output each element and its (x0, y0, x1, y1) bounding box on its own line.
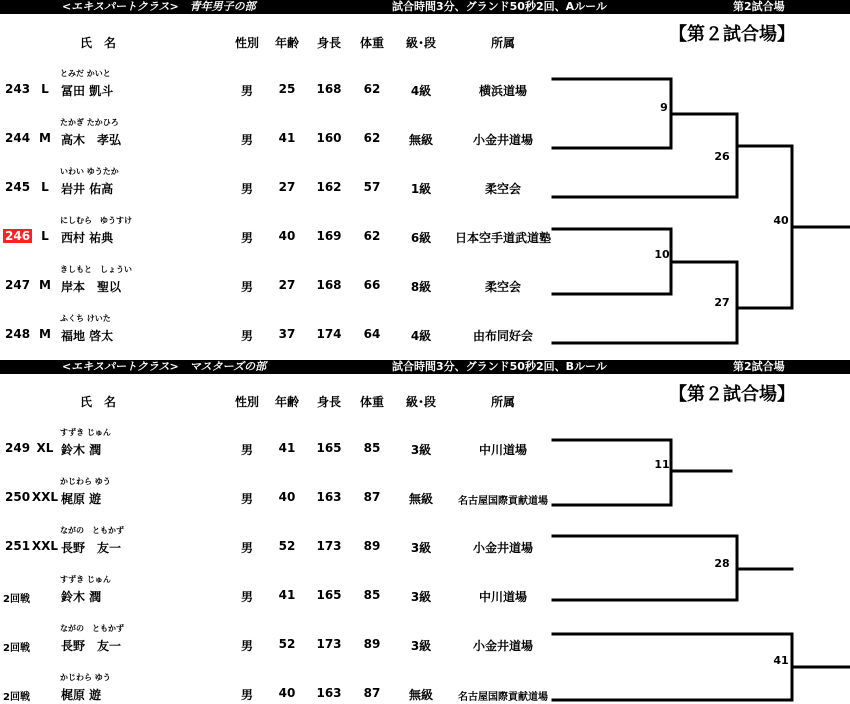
age: 41 (278, 131, 296, 145)
furigana: かじわら ゆう (60, 477, 111, 486)
grade: 4級 (410, 84, 432, 98)
venue-label: 第2試合場 (733, 0, 785, 13)
entry-number: 249 (5, 441, 31, 455)
weight: 62 (363, 131, 381, 145)
entry-number: 2回戦 (3, 594, 30, 605)
entry-number: 247 (5, 278, 31, 292)
header-affiliation: 所属 (490, 36, 516, 50)
height: 173 (316, 539, 342, 553)
entry-number-highlighted: 246 (5, 229, 31, 243)
height: 165 (316, 588, 342, 602)
grade: 3級 (410, 541, 432, 555)
bracket-match-41 (553, 634, 792, 700)
age: 40 (278, 490, 296, 504)
competitor-name: 梶原 遊 (61, 688, 102, 702)
venue-title: 【第２試合場】 (669, 24, 795, 45)
competitor-name: 福地 啓太 (61, 329, 114, 343)
competitor-name: 岩井 佑高 (61, 182, 114, 196)
grade: 無級 (408, 688, 434, 702)
furigana: たかぎ たかひろ (60, 118, 119, 127)
entry-number: 243 (5, 82, 31, 96)
grade: 無級 (408, 133, 434, 147)
weight: 85 (363, 588, 381, 602)
affiliation: 由布同好会 (472, 329, 534, 343)
age: 25 (278, 82, 296, 96)
bracket-match-27 (553, 262, 737, 343)
match-number: 40 (773, 214, 789, 227)
sex: 男 (240, 182, 254, 196)
height: 168 (316, 278, 342, 292)
sex: 男 (240, 280, 254, 294)
size-class: L (41, 229, 49, 243)
venue-title: 【第２試合場】 (669, 384, 795, 405)
header-height: 身長 (316, 395, 342, 409)
affiliation: 小金井道場 (472, 639, 534, 653)
rule-text: 試合時間3分、グランド50秒2回、Bルール (392, 360, 607, 373)
weight: 87 (363, 490, 381, 504)
size-class: L (41, 180, 49, 194)
size-class: XXL (31, 490, 59, 504)
bracket-match-10 (553, 229, 671, 294)
affiliation: 名古屋国際貢献道場 (458, 692, 548, 703)
furigana: きしもと しょうい (60, 265, 132, 274)
class-label: <エキスパートクラス> 青年男子の部 (62, 0, 256, 13)
affiliation: 日本空手道武道塾 (454, 231, 552, 245)
competitor-name: 梶原 遊 (61, 492, 102, 506)
size-class: M (39, 131, 51, 145)
age: 41 (278, 588, 296, 602)
height: 169 (316, 229, 342, 243)
affiliation: 中川道場 (478, 443, 528, 457)
match-number: 26 (714, 150, 730, 163)
weight: 57 (363, 180, 381, 194)
grade: 6級 (410, 231, 432, 245)
competitor-name: 高木 孝弘 (61, 133, 122, 147)
header-affiliation: 所属 (490, 395, 516, 409)
furigana: ふくち けいた (60, 314, 111, 323)
grade: 8級 (410, 280, 432, 294)
class-label: <エキスパートクラス> マスターズの部 (62, 360, 267, 373)
match-number: 41 (773, 654, 789, 667)
furigana: とみだ かいと (60, 69, 111, 78)
competitor-name: 西村 祐典 (61, 231, 114, 245)
sex: 男 (240, 84, 254, 98)
match-number: 27 (714, 296, 730, 309)
competitor-name: 長野 友一 (61, 639, 122, 653)
furigana: すずき じゅん (60, 575, 111, 584)
match-number: 9 (660, 101, 668, 114)
sex: 男 (240, 443, 254, 457)
affiliation: 柔空会 (484, 280, 522, 294)
weight: 85 (363, 441, 381, 455)
size-class: M (39, 278, 51, 292)
size-class: L (41, 82, 49, 96)
bracket-match-9 (553, 79, 671, 148)
age: 41 (278, 441, 296, 455)
size-class: XL (36, 441, 54, 455)
match-number: 11 (654, 458, 670, 471)
entry-number: 2回戦 (3, 643, 30, 654)
height: 174 (316, 327, 342, 341)
bracket-match-28 (553, 536, 737, 600)
furigana: にしむら ゆうすけ (60, 216, 132, 225)
header-age: 年齢 (274, 36, 300, 50)
affiliation: 名古屋国際貢献道場 (458, 496, 548, 507)
weight: 62 (363, 82, 381, 96)
venue-label: 第2試合場 (733, 360, 785, 373)
entry-number: 248 (5, 327, 31, 341)
age: 37 (278, 327, 296, 341)
grade: 4級 (410, 329, 432, 343)
entry-number: 251 (5, 539, 31, 553)
furigana: いわい ゆうたか (60, 167, 119, 176)
height: 162 (316, 180, 342, 194)
weight: 64 (363, 327, 381, 341)
sex: 男 (240, 492, 254, 506)
entry-number: 245 (5, 180, 31, 194)
affiliation: 横浜道場 (478, 84, 528, 98)
weight: 89 (363, 539, 381, 553)
weight: 62 (363, 229, 381, 243)
affiliation: 中川道場 (478, 590, 528, 604)
competitor-name: 長野 友一 (61, 541, 122, 555)
match-number: 28 (714, 557, 730, 570)
bracket-match-26 (553, 114, 737, 197)
entry-number: 2回戦 (3, 692, 30, 703)
header-grade: 級･段 (405, 395, 437, 409)
match-number: 10 (654, 248, 670, 261)
sex: 男 (240, 231, 254, 245)
sex: 男 (240, 590, 254, 604)
affiliation: 小金井道場 (472, 133, 534, 147)
size-class: M (39, 327, 51, 341)
header-height: 身長 (316, 36, 342, 50)
header-age: 年齢 (274, 395, 300, 409)
grade: 3級 (410, 443, 432, 457)
height: 163 (316, 490, 342, 504)
sex: 男 (240, 329, 254, 343)
competitor-name: 岸本 聖以 (61, 280, 122, 294)
grade: 1級 (410, 182, 432, 196)
header-sex: 性別 (234, 36, 260, 50)
height: 168 (316, 82, 342, 96)
age: 27 (278, 278, 296, 292)
competitor-name: 鈴木 潤 (61, 590, 102, 604)
height: 165 (316, 441, 342, 455)
age: 52 (278, 637, 296, 651)
weight: 89 (363, 637, 381, 651)
sex: 男 (240, 133, 254, 147)
weight: 87 (363, 686, 381, 700)
header-weight: 体重 (359, 36, 385, 50)
affiliation: 小金井道場 (472, 541, 534, 555)
size-class: XXL (31, 539, 59, 553)
sex: 男 (240, 639, 254, 653)
header-name: 氏 名 (80, 36, 117, 50)
age: 27 (278, 180, 296, 194)
entry-number: 250 (5, 490, 31, 504)
entry-number: 244 (5, 131, 31, 145)
age: 40 (278, 686, 296, 700)
height: 160 (316, 131, 342, 145)
grade: 3級 (410, 639, 432, 653)
height: 163 (316, 686, 342, 700)
age: 40 (278, 229, 296, 243)
weight: 66 (363, 278, 381, 292)
height: 173 (316, 637, 342, 651)
header-sex: 性別 (234, 395, 260, 409)
furigana: ながの ともかず (60, 526, 124, 535)
age: 52 (278, 539, 296, 553)
competitor-name: 冨田 凱斗 (61, 84, 114, 98)
grade: 3級 (410, 590, 432, 604)
header-weight: 体重 (359, 395, 385, 409)
grade: 無級 (408, 492, 434, 506)
competitor-name: 鈴木 潤 (61, 443, 102, 457)
header-name: 氏 名 (80, 395, 117, 409)
rule-text: 試合時間3分、グランド50秒2回、Aルール (392, 0, 607, 13)
furigana: ながの ともかず (60, 624, 124, 633)
sex: 男 (240, 688, 254, 702)
bracket-match-11 (553, 440, 671, 505)
furigana: すずき じゅん (60, 428, 111, 437)
furigana: かじわら ゆう (60, 673, 111, 682)
sex: 男 (240, 541, 254, 555)
header-grade: 級･段 (405, 36, 437, 50)
affiliation: 柔空会 (484, 182, 522, 196)
